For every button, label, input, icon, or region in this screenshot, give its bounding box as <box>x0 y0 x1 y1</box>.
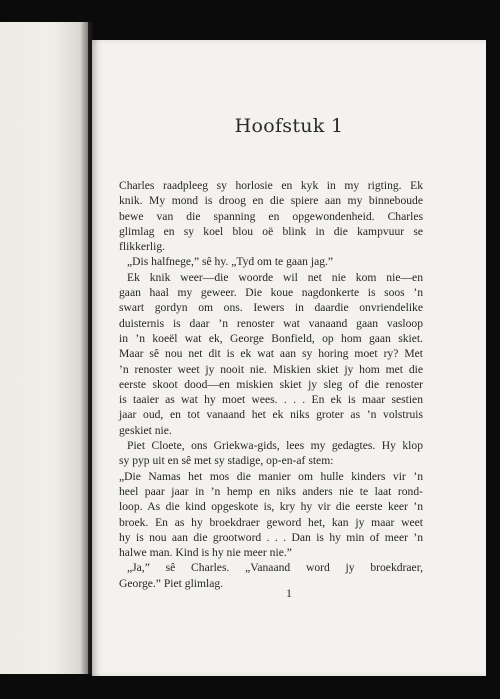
text-line: loop. As die kind opgeskote is, kry hy vir die eerste keer ’n <box>119 500 423 514</box>
text-line: eerste skoot dood—en miskien skiet jy sleg of die renoster <box>119 377 423 391</box>
text-line: knik. My mond is droog en die spiere aan my binneboude <box>119 194 423 208</box>
body-text <box>119 178 423 591</box>
text-line: gaan haal my geweer. Die koue nagdonkerte is soos ’n <box>119 286 423 300</box>
text-line: „Ja,” sê Charles. „Vanaand word jy broekdraer, <box>127 561 423 575</box>
book-page <box>92 40 486 676</box>
left-page-edge <box>0 22 88 674</box>
chapter-title: Hoofstuk 1 <box>234 115 344 137</box>
text-line: swart gordyn om ons. Iewers in daardie onvriendelike <box>119 301 423 315</box>
text-line: heel paar jaar in ’n hemp en niks anders nie te laat rond- <box>119 484 423 498</box>
text-line: is taaier as wat hy moet wees. . . . En ek is maar sestien <box>119 393 423 407</box>
text-line: „Die Namas het mos die manier om hulle kinders vir ’n <box>119 469 423 483</box>
text-line: in ’n koeël wat ek, George Bonfield, op hom gaan skiet. <box>119 331 423 345</box>
page-number: 1 <box>286 586 292 600</box>
text-line: geskiet nie. <box>119 423 172 437</box>
text-line: „Dis halfnege,” sê hy. „Tyd om te gaan jag.” <box>127 255 334 269</box>
text-line: Ek knik weer—die woorde wil net nie kom nie—en <box>127 270 423 284</box>
text-line: Charles raadpleeg sy horlosie en kyk in my rigting. Ek <box>119 179 423 192</box>
text-line: broek. En as hy broekdraer geword het, kan jy maar weet <box>119 515 423 529</box>
text-line: Maar sê nou net dit is ek wat aan sy horing moet ry? Met <box>119 347 423 361</box>
text-line: George.” Piet glimlag. <box>119 576 224 590</box>
text-line: bewe van die spanning en opgewondenheid. Charles <box>119 209 423 223</box>
text-line: glimlag en sy koel blou oë blink in die kampvuur se <box>119 224 423 238</box>
text-line: sy pyp uit en sê met sy stadige, op-en-af stem: <box>119 454 334 468</box>
text-line: jaar oud, en tot vanaand het ek niks groter as ’n volstruis <box>119 408 423 422</box>
text-line: hy is nou aan die grootword . . . Dan is hy min of meer ’n <box>119 530 423 544</box>
text-line: halwe man. Kind is hy nie meer nie.” <box>119 546 292 560</box>
text-line: flikkerlig. <box>119 240 166 254</box>
text-line: Piet Cloete, ons Griekwa-gids, lees my gedagtes. Hy klop <box>127 439 423 453</box>
text-line: ’n renoster weet jy nooit nie. Miskien skiet jy hom met die <box>119 362 423 376</box>
text-line: duisternis is daar ’n renoster wat vanaand gaan vasloop <box>119 316 423 330</box>
